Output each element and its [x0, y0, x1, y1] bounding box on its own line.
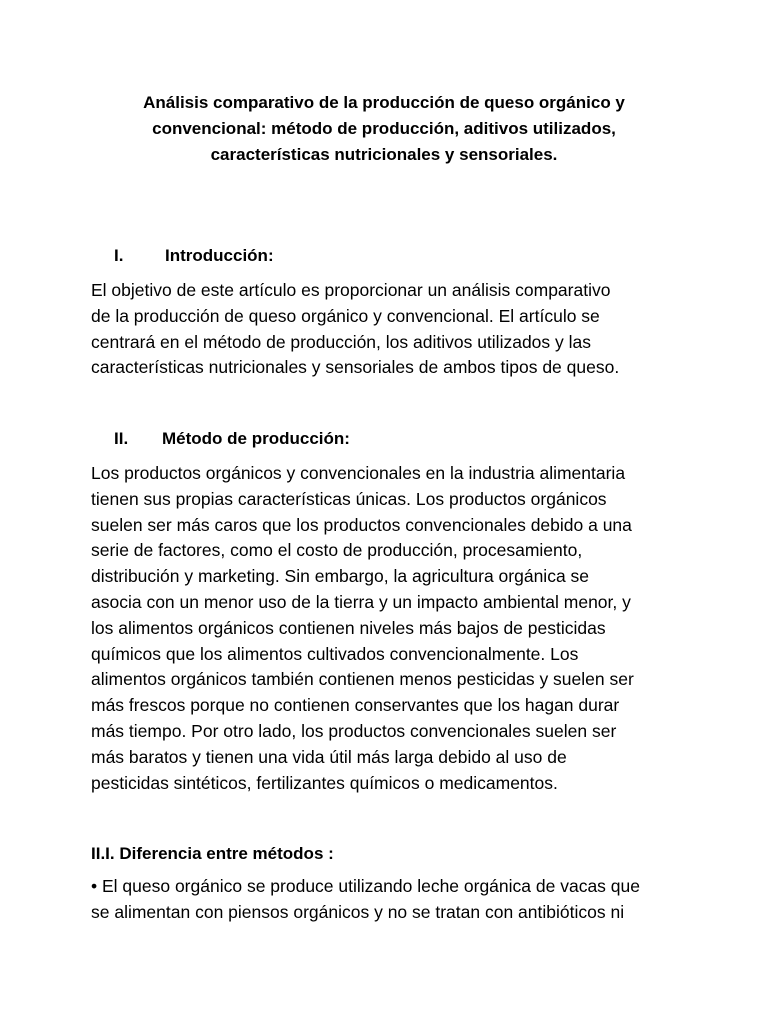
paragraph-line: más tiempo. Por otro lado, los productos convencionales suelen ser: [91, 720, 617, 741]
section-heading-text: Introducción:: [165, 246, 274, 265]
section-heading-metodo: [114, 428, 514, 450]
paragraph-line: más baratos y tienen una vida útil más larga debido al uso de: [91, 746, 567, 767]
paragraph-line: El objetivo de este artículo es proporcionar un análisis comparativo: [91, 280, 611, 300]
paragraph-line: serie de factores, como el costo de producción, procesamiento,: [91, 540, 583, 561]
paragraph-line: distribución y marketing. Sin embargo, la agricultura orgánica se: [91, 566, 590, 587]
paragraph-line: se alimentan con piensos orgánicos y no se tratan con antibióticos ni: [91, 901, 625, 922]
section-heading-text: Método de producción:: [162, 429, 350, 448]
section-number: I.: [114, 246, 124, 265]
section-paragraph-introduccion: [91, 278, 619, 381]
section-paragraph-metodo: [91, 461, 634, 796]
paragraph-line: tienen sus propias características únicas. Los productos orgánicos: [91, 488, 607, 509]
subsection-paragraph: [91, 874, 640, 926]
paragraph-line: centrará en el método de producción, los aditivos utilizados y las: [91, 331, 591, 352]
paragraph-line: de la producción de queso orgánico y convencional. El artículo se: [91, 305, 600, 326]
paragraph-line: asocia con un menor uso de la tierra y un impacto ambiental menor, y: [91, 591, 631, 612]
title-line: Análisis comparativo de la producción de queso orgánico y: [143, 93, 625, 112]
paragraph-line: los alimentos orgánicos contienen niveles más bajos de pesticidas: [91, 617, 606, 638]
section-number: II.: [114, 429, 129, 448]
paragraph-line: Los productos orgánicos y convencionales en la industria alimentaria: [91, 463, 626, 483]
title-line: características nutricionales y sensoriales.: [210, 145, 558, 164]
paragraph-line: suelen ser más caros que los productos convencionales debido a una: [91, 514, 632, 535]
paragraph-line: pesticidas sintéticos, fertilizantes químicos o medicamentos.: [91, 772, 558, 793]
document-title: [110, 90, 658, 168]
paragraph-line: más frescos porque no contienen conservantes que los hagan durar: [91, 695, 620, 716]
title-line: convencional: método de producción, aditivos utilizados,: [152, 119, 616, 138]
subsection-heading: II.I. Diferencia entre métodos :: [91, 844, 334, 863]
paragraph-line: alimentos orgánicos también contienen menos pesticidas y suelen ser: [91, 669, 634, 690]
paragraph-line: • El queso orgánico se produce utilizando leche orgánica de vacas que: [91, 876, 640, 896]
paragraph-line: características nutricionales y sensoriales de ambos tipos de queso.: [91, 357, 620, 378]
section-heading-introduccion: [114, 245, 514, 267]
paragraph-line: químicos que los alimentos cultivados convencionalmente. Los: [91, 643, 579, 664]
